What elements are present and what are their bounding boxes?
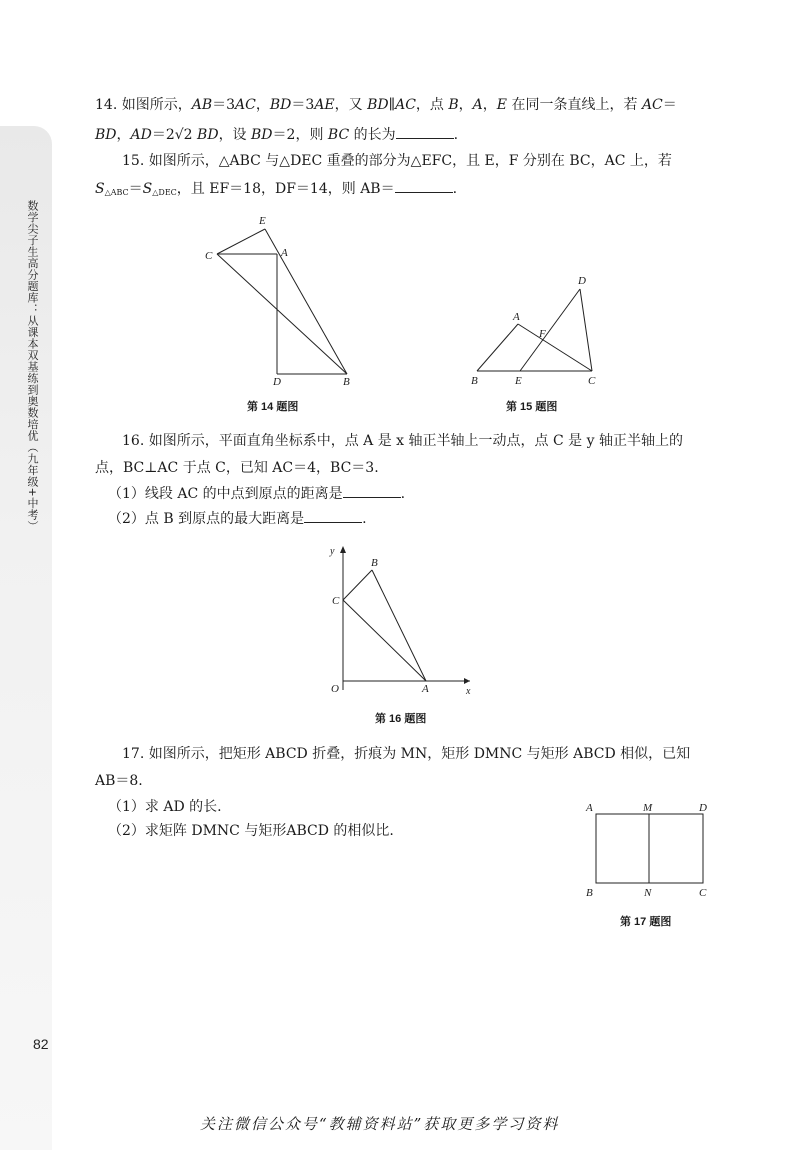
fig17-label-C: C: [699, 887, 707, 899]
fig16-line-BA: [372, 570, 426, 681]
fig16-label-x: x: [466, 686, 471, 697]
fig15-caption: 第 15 题图: [506, 401, 558, 413]
fig15-line-ED: [520, 289, 580, 371]
fig17-caption: 第 17 题图: [620, 916, 672, 928]
fig14-caption: 第 14 题图: [247, 401, 299, 413]
q16-part2: （2）点 B 到原点的最大距离是 .: [108, 511, 367, 527]
fig14-label-E: E: [259, 215, 266, 227]
q16-part2-blank[interactable]: [304, 510, 362, 523]
fig16-line-CA: [343, 600, 426, 681]
page-number: 82: [33, 1036, 49, 1052]
footer-notice: 关注微信公众号“教辅资料站”获取更多学习资料: [200, 1115, 560, 1133]
figure-17: [582, 798, 717, 903]
q16-line2: 点，BC⊥AC 于点 C，已知 AC＝4，BC＝3.: [95, 460, 379, 476]
fig17-label-B: B: [586, 887, 593, 899]
fig16-y-arrow: [340, 546, 346, 553]
q16-part1: （1）线段 AC 的中点到原点的距离是 .: [108, 486, 406, 502]
fig16-x-arrow: [464, 678, 470, 684]
fig15-line-DC: [580, 289, 592, 371]
fig15-label-C: C: [588, 375, 596, 387]
figure-16: [320, 540, 485, 700]
fig16-label-y: y: [330, 546, 335, 557]
q15-line1: 15. 如图所示，△ABC 与△DEC 重叠的部分为△EFC，且 E，F 分别在 BC，AC 上，若: [122, 153, 672, 169]
fig17-label-N: N: [644, 887, 652, 899]
fig15-label-F: F: [539, 328, 546, 340]
fig16-label-A: A: [422, 683, 429, 695]
fig14-label-A: A: [281, 247, 288, 259]
fig15-label-E: E: [515, 375, 522, 387]
fig14-line-CB: [217, 254, 347, 374]
fig17-label-A: A: [586, 802, 593, 814]
q16-line1: 16. 如图所示，平面直角坐标系中，点 A 是 x 轴正半轴上一动点，点 C 是 y 轴正半轴上的: [122, 433, 683, 449]
q17-part1: （1）求 AD 的长.: [108, 799, 222, 815]
q16-part1-blank[interactable]: [343, 485, 401, 498]
fig15-line-BA: [477, 324, 518, 371]
fig14-line-CE: [217, 229, 265, 254]
fig15-label-D: D: [578, 275, 586, 287]
fig14-label-B: B: [343, 376, 350, 388]
fig15-label-B: B: [471, 375, 478, 387]
q17-part2: （2）求矩阵 DMNC 与矩形ABCD 的相似比.: [108, 823, 394, 839]
fig15-label-A: A: [513, 311, 520, 323]
fig16-label-O: O: [331, 683, 339, 695]
fig16-caption: 第 16 题图: [375, 713, 427, 725]
q14-line1: 14. 如图所示，AB＝3AC，BD＝3AE，又 BD∥AC，点 B，A，E 在同一条直线上，若 AC＝: [95, 97, 677, 113]
figure-14: [195, 205, 365, 390]
fig16-line-CB: [343, 570, 372, 600]
fig17-label-D: D: [699, 802, 707, 814]
fig14-label-D: D: [273, 376, 281, 388]
q17-line1: 17. 如图所示，把矩形 ABCD 折叠，折痕为 MN，矩形 DMNC 与矩形 ABCD 相似，已知: [122, 746, 691, 762]
q14-line2: BD，AD＝2√2 BD，设 BD＝2，则 BC 的长为 .: [95, 127, 459, 143]
fig16-label-C: C: [332, 595, 340, 607]
q14-answer-blank[interactable]: [396, 126, 454, 139]
q15-line2: $S_{\triangle ABC}=S_{\triangle DEC}$，且 EF＝18，DF＝14，则 AB＝ .: [95, 181, 458, 197]
fig17-label-M: M: [643, 802, 653, 814]
fig14-label-C: C: [205, 250, 213, 262]
fig15-line-AC: [518, 324, 592, 371]
book-title: 数学尖子生高分题库：从课本双基练到奥数培优（九年级+中考）: [26, 200, 39, 532]
fig16-label-B: B: [371, 557, 378, 569]
figure-15: [465, 272, 605, 392]
q15-answer-blank[interactable]: [395, 180, 453, 193]
q17-line2: AB＝8.: [95, 773, 143, 789]
